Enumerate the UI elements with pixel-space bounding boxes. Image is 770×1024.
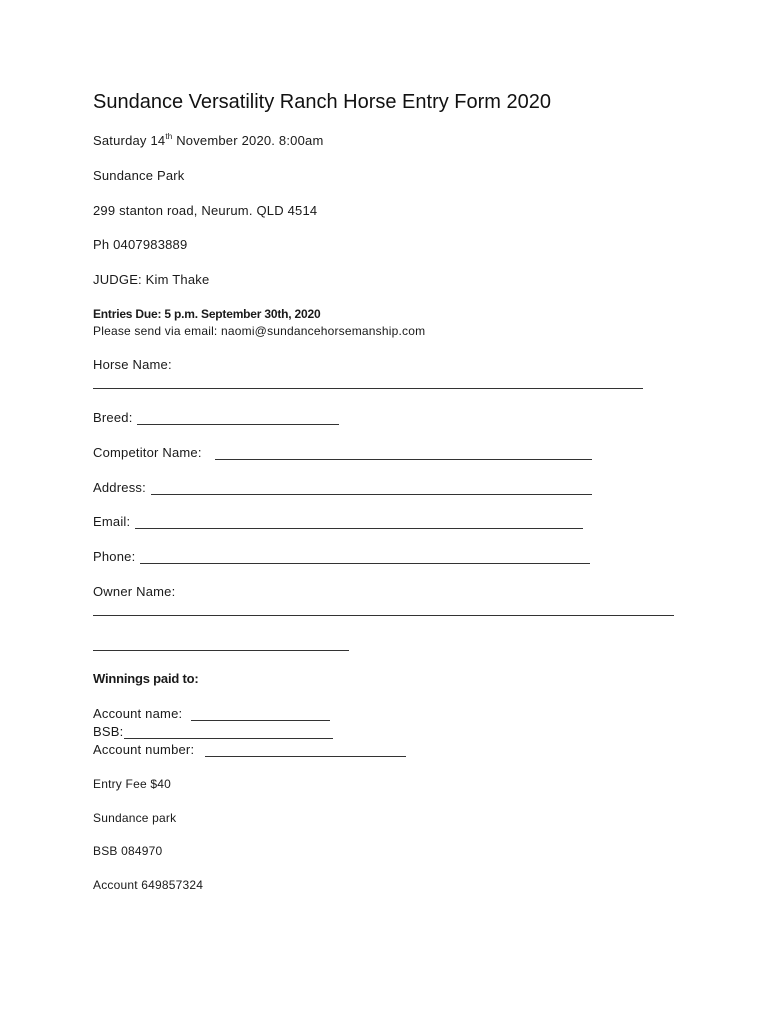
event-date-rest: November 2020. 8:00am xyxy=(172,133,324,148)
account-name-label: Account name: xyxy=(93,706,183,721)
breed-label: Breed: xyxy=(93,410,133,425)
event-address: 299 stanton road, Neurum. QLD 4514 xyxy=(93,203,318,218)
payee-name: Sundance park xyxy=(93,811,177,825)
email-label: Email: xyxy=(93,514,131,529)
event-date-prefix: Saturday 14 xyxy=(93,133,166,148)
breed-field[interactable] xyxy=(137,424,339,425)
owner-name-field[interactable] xyxy=(93,615,674,616)
entries-due: Entries Due: 5 p.m. September 30th, 2020 xyxy=(93,307,321,321)
payee-account: Account 649857324 xyxy=(93,878,204,892)
owner-name-label: Owner Name: xyxy=(93,584,176,599)
event-date-suffix-sup: th xyxy=(165,132,173,141)
competitor-name-field[interactable] xyxy=(215,459,592,460)
page-title: Sundance Versatility Ranch Horse Entry Form 2020 xyxy=(93,91,551,113)
competitor-name-label: Competitor Name: xyxy=(93,445,202,460)
address-field[interactable] xyxy=(151,494,592,495)
horse-name-label: Horse Name: xyxy=(93,357,172,372)
bsb-field[interactable] xyxy=(124,738,333,739)
event-date xyxy=(93,133,324,149)
account-number-field[interactable] xyxy=(205,756,406,757)
account-number-label: Account number: xyxy=(93,742,195,757)
winnings-heading: Winnings paid to: xyxy=(93,671,199,686)
event-judge: JUDGE: Kim Thake xyxy=(93,272,210,287)
horse-name-field[interactable] xyxy=(93,388,643,389)
phone-field[interactable] xyxy=(140,563,590,564)
email-field[interactable] xyxy=(135,528,583,529)
address-label: Address: xyxy=(93,480,146,495)
phone-label: Phone: xyxy=(93,549,136,564)
entries-send-email: Please send via email: naomi@sundancehorsemanship.com xyxy=(93,324,426,338)
bsb-label: BSB: xyxy=(93,724,124,739)
event-venue: Sundance Park xyxy=(93,168,185,183)
event-phone: Ph 0407983889 xyxy=(93,237,188,252)
payee-bsb: BSB 084970 xyxy=(93,844,163,858)
entry-fee: Entry Fee $40 xyxy=(93,777,171,791)
owner-name-field-continued[interactable] xyxy=(93,650,349,651)
account-name-field[interactable] xyxy=(191,720,330,721)
